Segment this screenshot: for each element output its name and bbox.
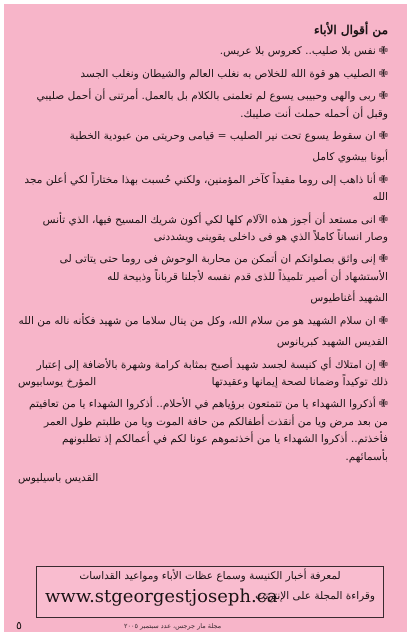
quote-author: القديس الشهيد كبريانوس <box>276 336 388 349</box>
quote-text: أذكروا الشهداء يا من تتمتعون برؤياهم في الأحلام.. أذكروا الشهداء يا من تعافيتم من بعد مرض ويا من أنقذت أطفالكم من حافة الموت ويا من طلبتم طول العمر فأخذتم.. أذكروا الشهداء يا من أخذتموهم عونا لكم في أعمالكم إذ تطلبونهم بأسمائهم. <box>28 398 388 463</box>
quote <box>18 171 388 207</box>
footer-info-text: لمعرفة أخبار الكنيسة وسماع عظات الأباء ومواعيد القداسات <box>79 570 341 582</box>
cross-icon: ✙ <box>378 212 388 226</box>
quote-text: انى مستعد أن أجوز هذه الآلام كلها لكي أكون شريك المسيح فيها، الذي تأنس وصار انساناً كاملاً الذي هو فى داخلى يقوينى ويشددنى <box>42 213 388 244</box>
quote-author: أبونا بيشوي كامل <box>312 151 388 164</box>
quote-text: نفس بلا صليب.. كعروس بلا عريس. <box>219 45 376 58</box>
footer-visit-text: وقراءة المجلة على الإنترنت <box>255 590 375 602</box>
cross-icon: ✙ <box>378 397 388 411</box>
quote <box>18 211 388 247</box>
quote <box>18 127 388 145</box>
quote <box>18 250 388 286</box>
page-number: ٥ <box>16 619 22 632</box>
cross-icon: ✙ <box>378 66 388 80</box>
quote-text: ان سقوط يسوع تحت نير الصليب = قيامى وحريتى من عبودية الخطية <box>69 130 376 143</box>
section-title: من أقوال الأباء <box>313 23 388 37</box>
issue-line: مجلة مار جرجس، عدد سبتمبر ٢٠٠٥ <box>124 622 222 630</box>
quote <box>18 42 388 60</box>
quote <box>18 87 388 123</box>
quote-text: الصليب هو قوة الله للخلاص به نغلب العالم والشيطان ونغلب الجسد <box>80 67 376 80</box>
quote-author: القديس باسيليوس <box>18 471 99 484</box>
cross-icon: ✙ <box>378 357 388 371</box>
quote-text: ان سلام الشهيد هو من سلام الله، وكل من ينال سلاما من شهيد فكأنه ناله من الله <box>18 314 376 327</box>
quote-author: الشهيد أغناطيوس <box>310 292 388 305</box>
quote-text: أنا ذاهب إلى روما مقيداً كآخر المؤمنين، ولكني حُسبت بهذا مختاراً لكي أعلن مجد الله <box>24 173 388 204</box>
quote-text: ربى والهى وحبيبى يسوع لم تعلمنى بالكلام بل بالعمل. أمرتنى أن أحمل صليبي وقبل أن أحمله حملت أنت صليبك. <box>36 90 388 120</box>
quote <box>18 65 388 83</box>
quote-author: المؤرخ يوسابيوس <box>18 375 97 388</box>
quote <box>18 395 388 466</box>
page-footer <box>4 619 407 634</box>
quotes-section <box>18 22 388 491</box>
quote <box>18 356 388 392</box>
quote-text: إنى واثق بصلواتكم ان أتمكن من محاربة الوحوش فى روما حتى يتاتى لى الأستشهاد أن أصير تلميذاً للذى قدم نفسه لأجلنا قرباناً وذبيحة لله <box>59 253 388 283</box>
document-page <box>4 4 407 632</box>
cross-icon: ✙ <box>378 44 388 58</box>
cross-icon: ✙ <box>378 172 388 186</box>
quote-text: إن امتلاك أي كنيسة لجسد شهيد أصبح بمثابة كرامة وشهرة بالأضافة إلى إعتبار ذلك توكيداً وضمانا لصحة إيمانها وعقيدتها <box>36 358 388 388</box>
website-info-box <box>36 566 384 618</box>
cross-icon: ✙ <box>378 89 388 103</box>
cross-icon: ✙ <box>378 129 388 143</box>
cross-icon: ✙ <box>378 313 388 327</box>
quote <box>18 312 388 330</box>
website-link[interactable]: www.stgeorgestjoseph.ca <box>45 586 278 607</box>
cross-icon: ✙ <box>378 252 388 266</box>
